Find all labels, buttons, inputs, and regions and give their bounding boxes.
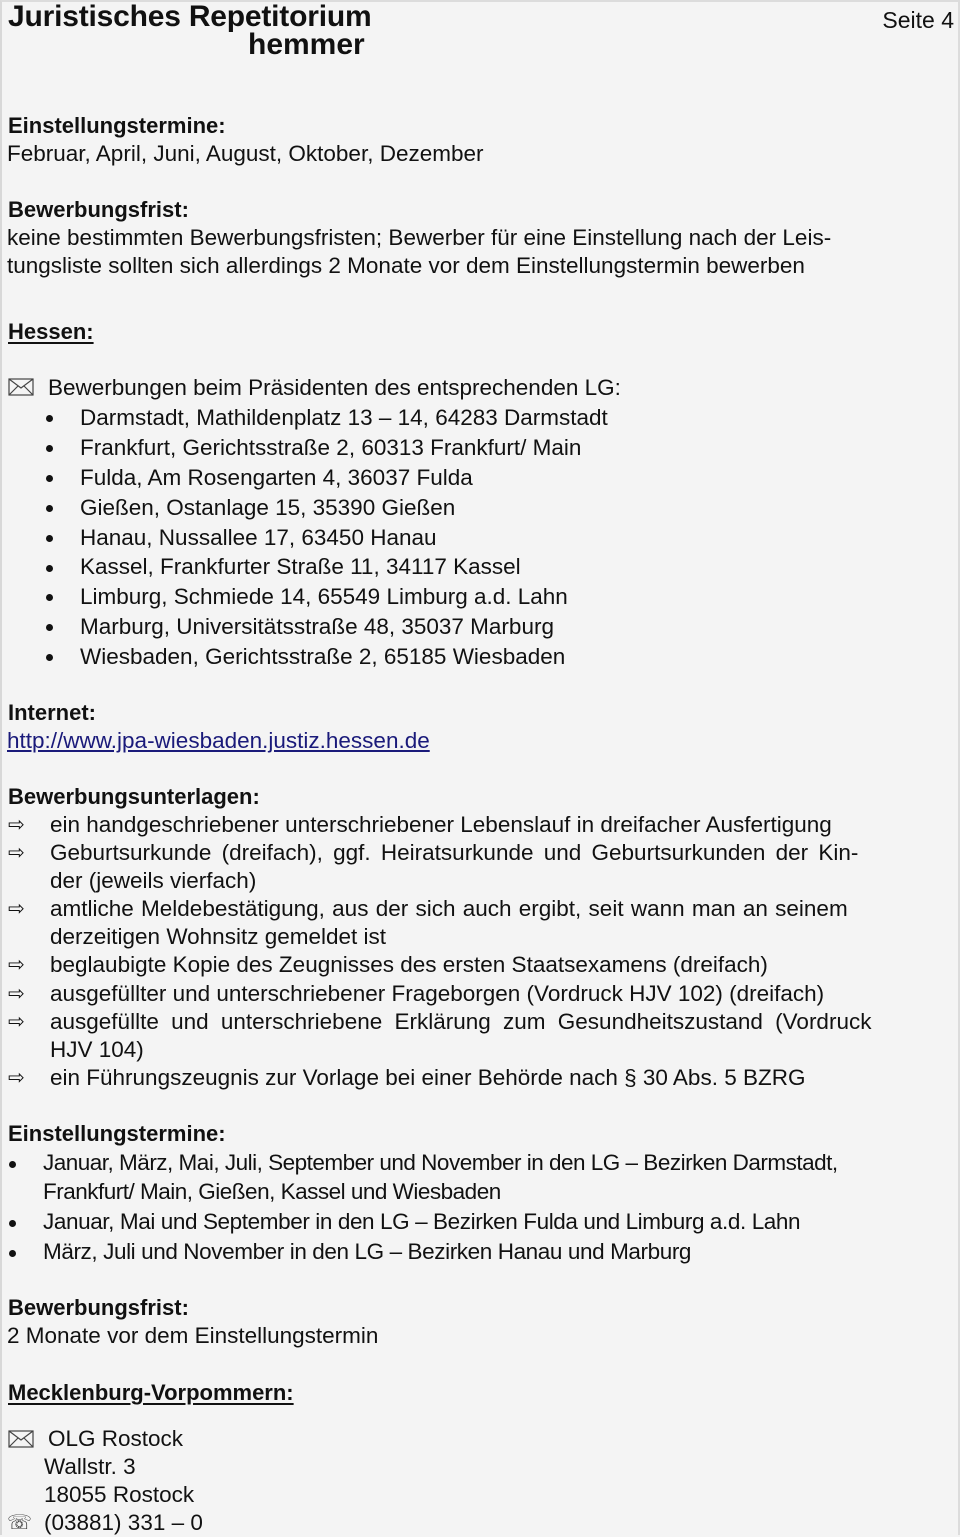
unterlagen-item-cont: HJV 104) xyxy=(50,1037,144,1062)
court-item: Limburg, Schmiede 14, 65549 Limburg a.d. Lahn xyxy=(80,584,568,609)
document-title: Juristisches Repetitorium xyxy=(8,0,372,33)
mv-phone: (03881) 331 – 0 xyxy=(44,1510,203,1535)
bullet-icon xyxy=(46,654,53,661)
einstellungstermine-text: Februar, April, Juni, August, Oktober, Dezember xyxy=(7,141,484,166)
einstellung-item: Januar, März, Mai, Juli, September und November in den LG – Bezirken Darmstadt, xyxy=(43,1150,838,1175)
bewerbungsfrist-text-line2: tungsliste sollten sich allerdings 2 Monate vor dem Einstellungstermin bewerben xyxy=(7,253,805,278)
section-heading-bewerbungsunterlagen: Bewerbungsunterlagen: xyxy=(8,784,260,809)
bullet-icon xyxy=(46,594,53,601)
section-heading-bewerbungsfrist-hessen: Bewerbungsfrist: xyxy=(8,1295,189,1320)
court-item: Fulda, Am Rosengarten 4, 36037 Fulda xyxy=(80,465,473,490)
arrow-right-icon: ⇨ xyxy=(8,814,25,836)
arrow-right-icon: ⇨ xyxy=(8,842,25,864)
bullet-icon xyxy=(46,535,53,542)
bullet-icon xyxy=(46,565,53,572)
unterlagen-item: ein handgeschriebener unterschriebener Lebenslauf in dreifacher Ausfertigung xyxy=(50,812,832,837)
bewerbungsfrist-text-line1: keine bestimmten Bewerbungsfristen; Bewerber für eine Einstellung nach der Leis- xyxy=(7,225,832,250)
page-number: Seite 4 xyxy=(882,7,954,33)
bullet-icon xyxy=(9,1220,16,1227)
unterlagen-item-cont: der (jeweils vierfach) xyxy=(50,868,257,893)
bullet-icon xyxy=(9,1250,16,1257)
state-heading-hessen: Hessen: xyxy=(8,319,94,344)
unterlagen-item: beglaubigte Kopie des Zeugnisses des ersten Staatsexamens (dreifach) xyxy=(50,952,768,977)
bullet-icon xyxy=(46,415,53,422)
bewerbung-intro: Bewerbungen beim Präsidenten des entsprechenden LG: xyxy=(48,375,621,400)
arrow-right-icon: ⇨ xyxy=(8,898,25,920)
section-heading-bewerbungsfrist: Bewerbungsfrist: xyxy=(8,197,189,222)
court-item: Darmstadt, Mathildenplatz 13 – 14, 64283 Darmstadt xyxy=(80,405,608,430)
unterlagen-item: amtliche Meldebestätigung, aus der sich auch ergibt, seit wann man an seinem xyxy=(50,896,848,921)
court-item: Wiesbaden, Gerichtsstraße 2, 65185 Wiesbaden xyxy=(80,644,566,669)
internet-link[interactable]: http://www.jpa-wiesbaden.justiz.hessen.de xyxy=(7,728,430,753)
einstellung-item-cont: Frankfurt/ Main, Gießen, Kassel und Wiesbaden xyxy=(43,1179,501,1204)
section-heading-einstellungstermine-hessen: Einstellungstermine: xyxy=(8,1121,226,1146)
court-item: Frankfurt, Gerichtsstraße 2, 60313 Frankfurt/ Main xyxy=(80,435,582,460)
document-title-sub: hemmer xyxy=(248,28,365,61)
court-item: Gießen, Ostanlage 15, 35390 Gießen xyxy=(80,495,456,520)
state-heading-mecklenburg-vorpommern: Mecklenburg-Vorpommern: xyxy=(8,1380,294,1405)
court-item: Hanau, Nussallee 17, 63450 Hanau xyxy=(80,525,437,550)
arrow-right-icon: ⇨ xyxy=(8,1011,25,1033)
arrow-right-icon: ⇨ xyxy=(8,954,25,976)
unterlagen-item-cont: derzeitigen Wohnsitz gemeldet ist xyxy=(50,924,387,949)
unterlagen-item: ausgefüllter und unterschriebener Frageborgen (Vordruck HJV 102) (dreifach) xyxy=(50,981,825,1006)
bullet-icon xyxy=(46,624,53,631)
section-heading-internet: Internet: xyxy=(8,700,96,725)
bullet-icon xyxy=(46,505,53,512)
mv-address-line3: 18055 Rostock xyxy=(44,1482,195,1507)
bewerbungsfrist-hessen-text: 2 Monate vor dem Einstellungstermin xyxy=(7,1323,379,1348)
bullet-icon xyxy=(46,475,53,482)
mv-address-line1: OLG Rostock xyxy=(48,1426,184,1451)
envelope-icon xyxy=(8,1430,34,1448)
unterlagen-item: ausgefüllte und unterschriebene Erklärung zum Gesundheitszustand (Vordruck xyxy=(50,1009,872,1034)
envelope-icon xyxy=(8,378,34,396)
einstellung-item: März, Juli und November in den LG – Bezirken Hanau und Marburg xyxy=(43,1239,692,1264)
unterlagen-item: ein Führungszeugnis zur Vorlage bei einer Behörde nach § 30 Abs. 5 BZRG xyxy=(50,1065,806,1090)
bullet-icon xyxy=(9,1161,16,1168)
court-item: Marburg, Universitätsstraße 48, 35037 Marburg xyxy=(80,614,554,639)
section-heading-einstellungstermine: Einstellungstermine: xyxy=(8,113,226,138)
telephone-icon: ☏ xyxy=(7,1512,33,1534)
court-item: Kassel, Frankfurter Straße 11, 34117 Kassel xyxy=(80,554,521,579)
unterlagen-item: Geburtsurkunde (dreifach), ggf. Heiratsurkunde und Geburtsurkunden der Kin- xyxy=(50,840,859,865)
arrow-right-icon: ⇨ xyxy=(8,983,25,1005)
mv-address-line2: Wallstr. 3 xyxy=(44,1454,136,1479)
arrow-right-icon: ⇨ xyxy=(8,1067,25,1089)
bullet-icon xyxy=(46,445,53,452)
einstellung-item: Januar, Mai und September in den LG – Bezirken Fulda und Limburg a.d. Lahn xyxy=(43,1209,801,1234)
